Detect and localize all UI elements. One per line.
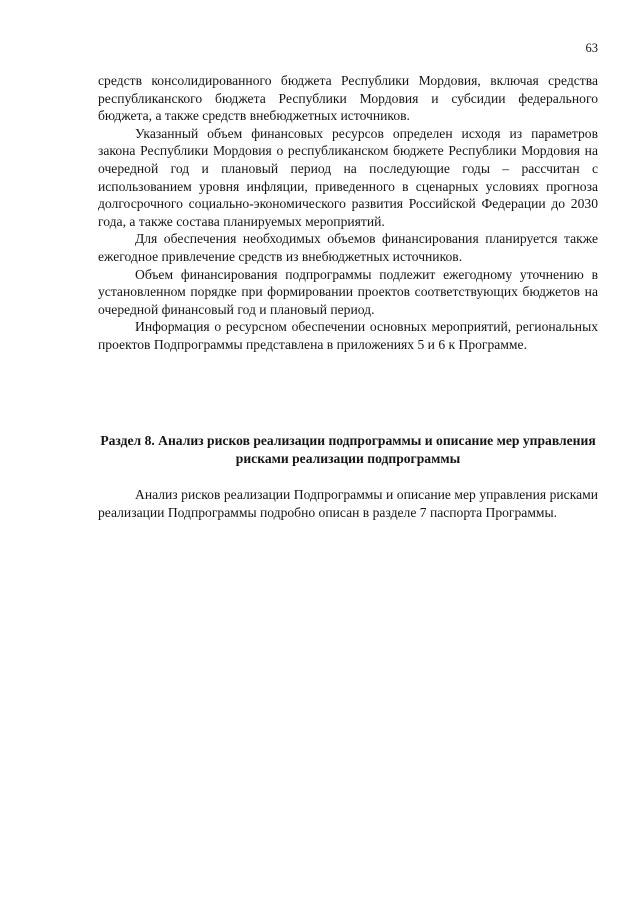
paragraph-annual-update: Объем финансирования подпрограммы подлежит ежегодному уточнению в установленном порядке при формировании проектов соответствующих бюджетов на очередной финансовый год и плановый период.	[98, 266, 598, 317]
paragraph-continuation: средств консолидированного бюджета Республики Мордовия, включая средства республиканского бюджета Республики Мордовия и субсидии федерального бюджета, а также средств внебюджетных источников.	[98, 73, 598, 124]
section-heading: Раздел 8. Анализ рисков реализации подпрограммы и описание мер управления рисками реализации подпрограммы	[100, 433, 596, 466]
body-text	[98, 72, 598, 354]
paragraph-risk-analysis: Анализ рисков реализации Подпрограммы и описание мер управления рисками реализации Подпрограммы подробно описан в разделе 7 паспорта Программы.	[98, 487, 598, 520]
paragraph-resource-info: Информация о ресурсном обеспечении основных мероприятий, региональных проектов Подпрограммы представлена в приложениях 5 и 6 к Программе.	[98, 319, 598, 352]
paragraph-funding-volume: Указанный объем финансовых ресурсов определен исходя из параметров закона Республики Мордовия о республиканском бюджете Республики Мордовия на очередной год и плановый период на последующие годы – рассчитан с использованием уровня инфляции, приведенного в сценарных условиях прогноза долгосрочного социально-экономического развития Российской Федерации до 2030 года, а также состава планируемых мероприятий.	[98, 125, 598, 229]
page-number: 63	[585, 41, 598, 55]
section-body	[98, 486, 598, 521]
paragraph-extrabudgetary: Для обеспечения необходимых объемов финансирования планируется также ежегодное привлечение средств из внебюджетных источников.	[98, 231, 598, 264]
